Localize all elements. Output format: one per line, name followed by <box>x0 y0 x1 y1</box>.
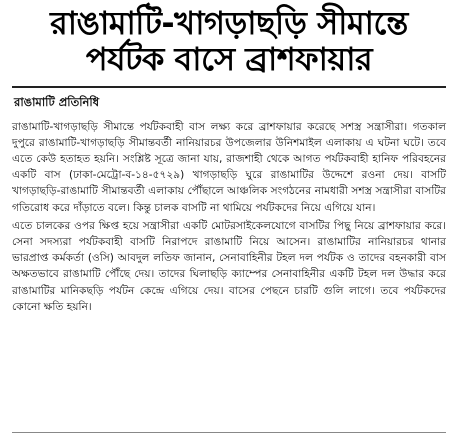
byline: রাঙামাটি প্রতিনিধি <box>14 94 100 109</box>
article-body <box>12 119 446 315</box>
headline-line-1: রাঙামাটি-খাগড়াছড়ি সীমান্তে <box>50 4 408 42</box>
paragraph-1: রাঙামাটি-খাগড়াছড়ি সীমান্তে পর্যটকবাহী বাস লক্ষ্য করে ব্রাশফায়ার করেছে সশস্ত্র সন্ত্রাসীরা। গতকাল দুপুরে রাঙামাটি-খাগড়াছড়ি সীমান্তবর্তী নানিয়ারচর উপজেলার উনিশমাইল এলাকায় এ ঘটনা ঘটে। তবে এতে কেউ হতাহত হয়নি। সংশ্লিষ্ট সূত্রে জানা যায়, রাজশাহী থেকে আগত পর্যটকবাহী হানিফ পরিবহনের একটি বাস (ঢাকা-মেট্রো-ব-১৪-৫৭২৯) খাগড়াছড়ি ঘুরে রাঙামাটির উদ্দেশে রওনা দেয়। বাসটি খাগড়াছড়ি-রাঙামাটি সীমান্তবর্তী এলাকায় পৌঁছালে আঞ্চলিক সংগঠনের নামধারী সশস্ত্র সন্ত্রাসীরা বাসটির গতিরোধ করে দাঁড়াতে বলে। কিন্তু চালক বাসটি না থামিয়ে পর্যটকদের নিয়ে এগিয়ে যান। <box>12 120 446 214</box>
headline-divider <box>12 86 446 88</box>
bottom-divider <box>12 432 446 433</box>
paragraph-2: এতে চালকের ওপর ক্ষিপ্ত হয়ে সন্ত্রাসীরা একটি মোটরসাইকেলযোগে বাসটির পিছু নিয়ে ব্রাশফায়ার করে। সেনা সদস্যরা পর্যটকবাহী বাসটি নিরাপদে রাঙামাটি নিয়ে আসেন। রাঙামাটির নানিয়ারচর থানার ভারপ্রাপ্ত কর্মকর্তা (ওসি) আবদুল লতিফ জানান, সেনাবাহিনীর টহল দল পর্যটক ও তাদের বহনকারী বাস অক্ষতভাবে রাঙামাটি পৌঁছে দেয়। তাদের ঘিলাছড়ি ক্যাম্পের সেনাবাহিনীর একটি টহল দল উদ্ধার করে রাঙামাটির মানিকছড়ি পর্যটন কেন্দ্রে এগিয়ে দেয়। বাসের পেছনে চারটি গুলি লাগে। তবে পর্যটকদের কোনো ক্ষতি হয়নি। <box>12 219 446 313</box>
headline <box>12 6 446 78</box>
headline-line-2: পর্যটক বাসে ব্রাশফায়ার <box>85 39 373 78</box>
